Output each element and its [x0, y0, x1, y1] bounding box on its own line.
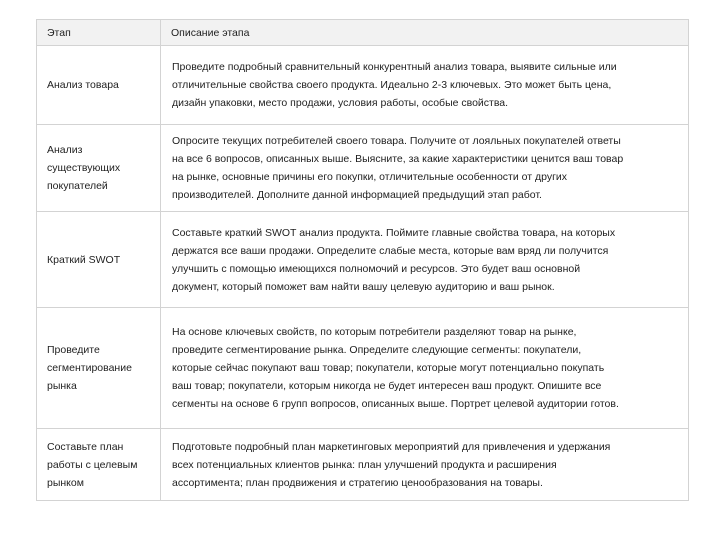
stage-cell: [37, 125, 161, 212]
description-text: документ, который поможет вам найти вашу целевую аудиторию и ваш рынок.: [172, 280, 555, 293]
stage-text: покупателей: [47, 180, 108, 192]
header-stage: Этап: [37, 20, 161, 46]
stage-cell: [37, 429, 161, 501]
table-header-row: [37, 20, 689, 46]
stage-text: работы с целевым: [47, 458, 138, 471]
description-text: ассортимента; план продвижения и стратегию ценообразования на товары.: [172, 476, 543, 489]
description-text: Опросите текущих потребителей своего товара. Получите от лояльных покупателей ответы: [172, 135, 621, 147]
description-text: проведите сегментирование рынка. Определите следующие сегменты: покупатели,: [172, 344, 582, 356]
table-row: [37, 125, 689, 212]
description-text: улучшить с помощью имеющихся полномочий и ресурсов. Это будет ваш основной: [172, 262, 581, 275]
description-text: Подготовьте подробный план маркетинговых мероприятий для привлечения и удержания: [172, 440, 611, 453]
description-text: производителей. Дополните данной информацией предыдущий этап работ.: [172, 189, 542, 201]
stage-text: сегментирование: [47, 362, 132, 374]
table-row: [37, 212, 689, 308]
description-cell: [161, 429, 689, 501]
description-text: Проведите подробный сравнительный конкурентный анализ товара, выявите сильные или: [172, 61, 617, 73]
description-cell: [161, 212, 689, 308]
table-row: [37, 46, 689, 125]
stage-text: рынком: [47, 476, 84, 489]
table-row: [37, 429, 689, 501]
stage-text: рынка: [47, 380, 77, 392]
stage-text: Составьте план: [47, 440, 124, 453]
description-text: всех потенциальных клиентов рынка: план улучшений продукта и расширения: [172, 458, 557, 471]
stage-text: Анализ: [47, 144, 83, 156]
description-cell: [161, 308, 689, 429]
description-text: держатся все ваши продажи. Определите слабые места, которые вам вряд ли получится: [172, 244, 609, 257]
stage-text: Анализ товара: [47, 79, 119, 91]
stage-cell: [37, 212, 161, 308]
description-text: отличительные свойства своего продукта. Идеально 2-3 ключевых. Это может быть цена,: [172, 79, 612, 91]
description-text: сегменты на основе 6 групп вопросов, описанных выше. Портрет целевой аудитории готов.: [172, 398, 619, 410]
stages-table: [36, 19, 689, 501]
description-text: На основе ключевых свойств, по которым потребители разделяют товар на рынке,: [172, 326, 577, 338]
description-text: которые сейчас покупают ваш товар; покупатели, которые могут потенциально покупать: [172, 362, 605, 374]
description-cell: [161, 125, 689, 212]
stage-text: Проведите: [47, 344, 100, 356]
description-text: ваш товар; покупатели, которым никогда не будет интересен ваш продукт. Опишите все: [172, 380, 602, 392]
header-description: Описание этапа: [161, 20, 689, 46]
description-text: дизайн упаковки, место продажи, условия работы, особые свойства.: [172, 97, 509, 109]
stage-cell: [37, 308, 161, 429]
description-cell: [161, 46, 689, 125]
description-text: на все 6 вопросов, описанных выше. Выясните, за какие характеристики ценится ваш товар: [172, 153, 624, 165]
stage-text: существующих: [47, 162, 121, 174]
description-text: Составьте краткий SWOT анализ продукта. Поймите главные свойства товара, на которых: [172, 226, 616, 239]
table-row: [37, 308, 689, 429]
description-text: на рынке, основные причины его покупки, отличительные особенности от других: [172, 171, 568, 183]
stage-cell: [37, 46, 161, 125]
stage-text: Краткий SWOT: [47, 253, 121, 266]
